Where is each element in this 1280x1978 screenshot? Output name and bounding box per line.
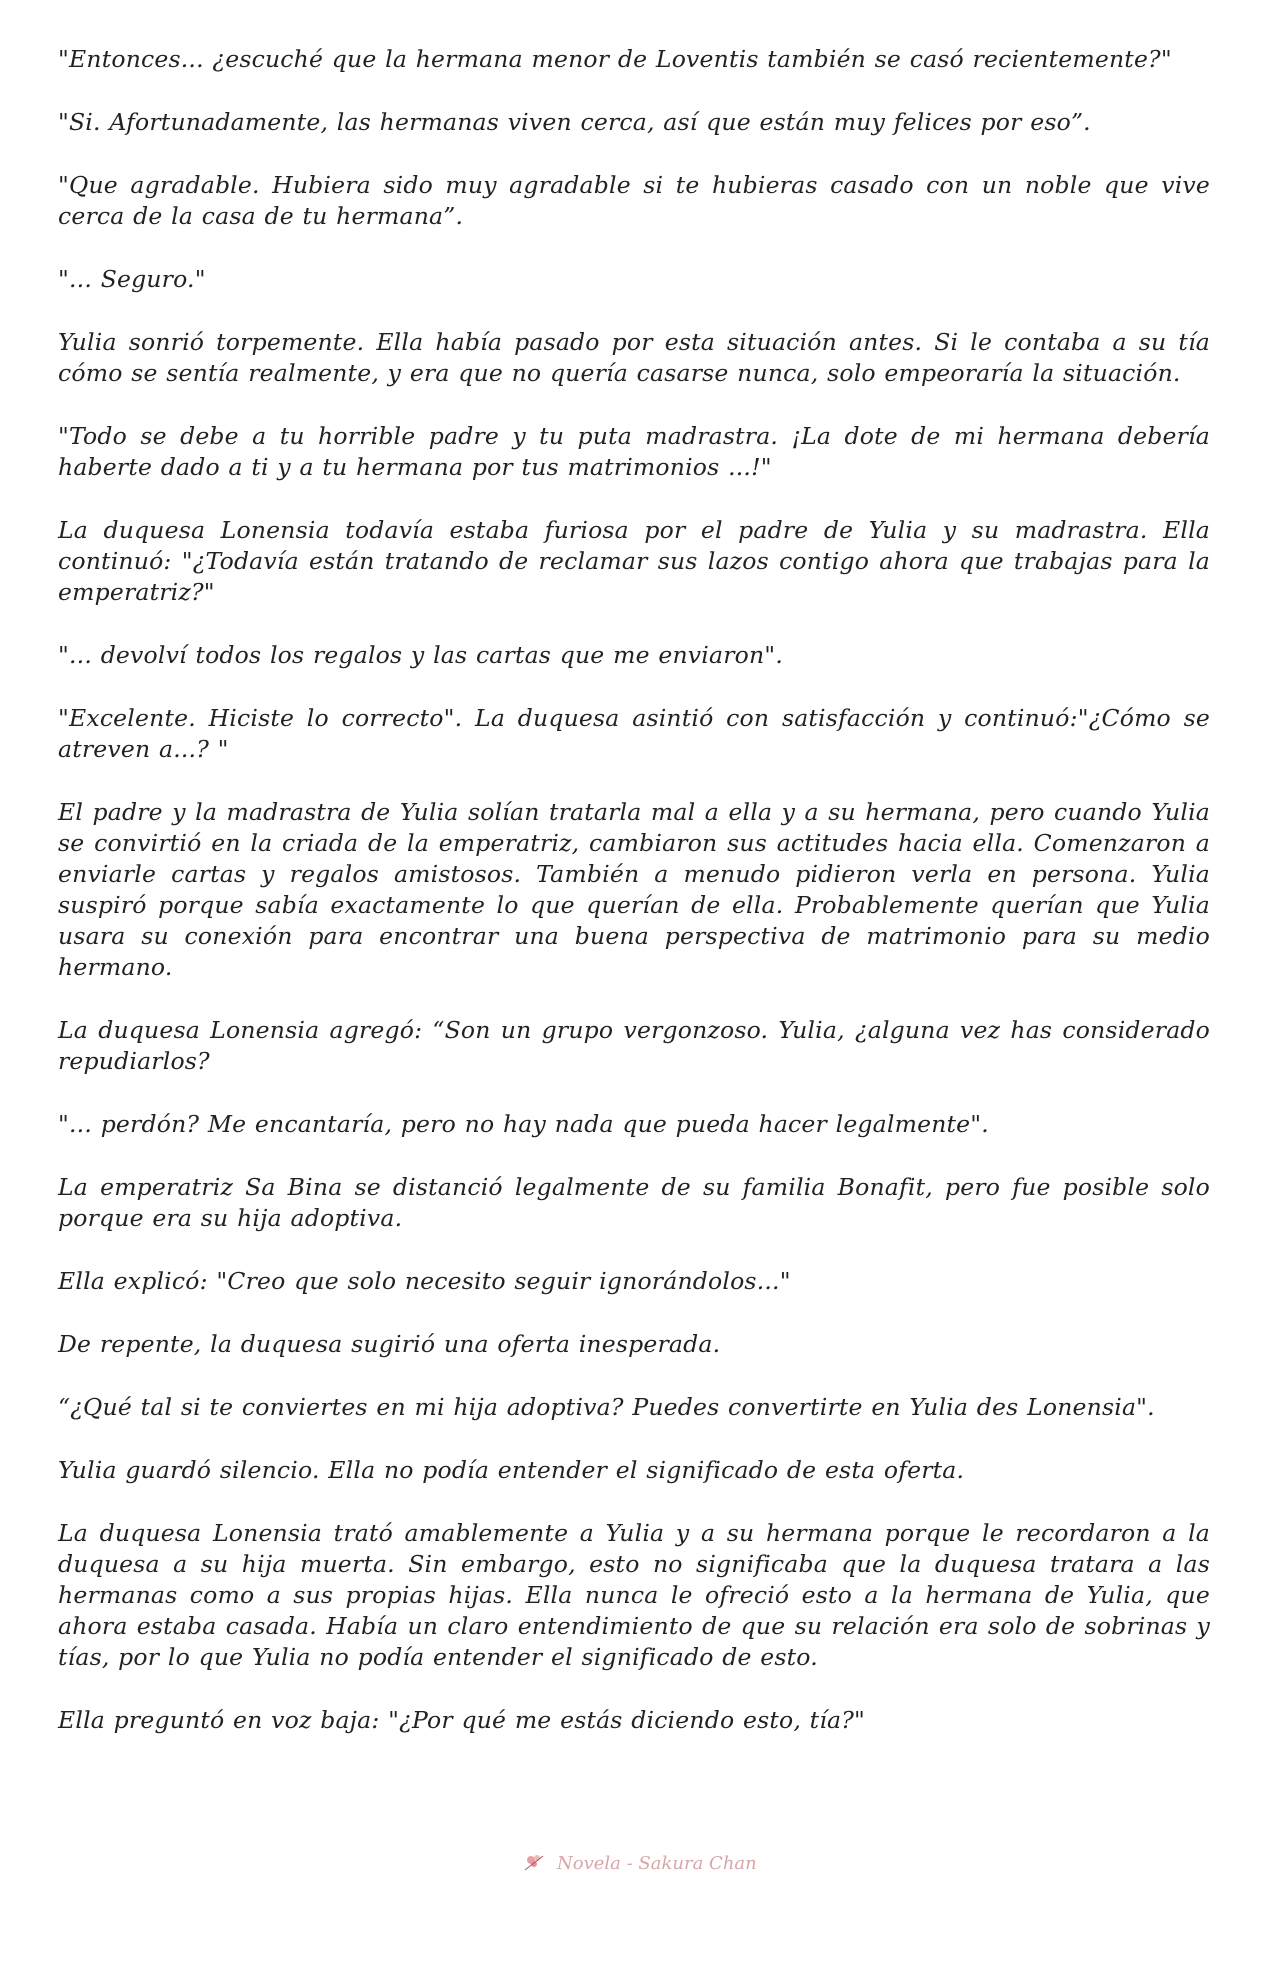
paragraph: Ella preguntó en voz baja: "¿Por qué me estás diciendo esto, tía?" (58, 1706, 866, 1734)
sakura-flower-icon (523, 1852, 545, 1872)
paragraph: La duquesa Lonensia agregó: “Son un grupo vergonzoso. Yulia, ¿alguna vez has considerado repudiarlos? (58, 1016, 1210, 1075)
paragraph: "... perdón? Me encantaría, pero no hay nada que pueda hacer legalmente". (58, 1110, 989, 1138)
paragraph: "Que agradable. Hubiera sido muy agradable si te hubieras casado con un noble que vive cerca de la casa de tu hermana”. (58, 171, 1210, 230)
paragraph: La duquesa Lonensia todavía estaba furiosa por el padre de Yulia y su madrastra. Ella continuó: "¿Todavía están tratando de reclamar sus lazos contigo ahora que trabajas para la emperatriz?" (58, 516, 1210, 606)
paragraph: Yulia sonrió torpemente. Ella había pasado por esta situación antes. Si le contaba a su tía cómo se sentía realmente, y era que no quería casarse nunca, solo empeoraría la situación. (58, 328, 1210, 387)
paragraph: "Entonces... ¿escuché que la hermana menor de Loventis también se casó recientemente?" (58, 45, 1172, 73)
watermark-footer (0, 1852, 1280, 1874)
paragraph: "Todo se debe a tu horrible padre y tu puta madrastra. ¡La dote de mi hermana debería haberte dado a ti y a tu hermana por tus matrimonios ...!" (58, 422, 1210, 481)
document-body (58, 44, 1210, 1768)
paragraph: "... Seguro." (58, 265, 206, 293)
paragraph: "... devolví todos los regalos y las cartas que me enviaron". (58, 641, 783, 669)
paragraph: La emperatriz Sa Bina se distanció legalmente de su familia Bonafit, pero fue posible solo porque era su hija adoptiva. (58, 1173, 1210, 1232)
paragraph: "Excelente. Hiciste lo correcto". La duquesa asintió con satisfacción y continuó:"¿Cómo se atreven a...? " (58, 704, 1210, 763)
paragraph: La duquesa Lonensia trató amablemente a Yulia y a su hermana porque le recordaron a la duquesa a su hija muerta. Sin embargo, esto no significaba que la duquesa tratara a las hermanas como a sus propias hijas. Ella nunca le ofreció esto a la hermana de Yulia, que ahora estaba casada. Había un claro entendimiento de que su relación era solo de sobrinas y tías, por lo que Yulia no podía entender el significado de esto. (58, 1519, 1210, 1671)
paragraph: Ella explicó: "Creo que solo necesito seguir ignorándolos..." (58, 1267, 791, 1295)
paragraph: “¿Qué tal si te conviertes en mi hija adoptiva? Puedes convertirte en Yulia des Lonensia". (58, 1393, 1155, 1421)
paragraph: Yulia guardó silencio. Ella no podía entender el significado de esta oferta. (58, 1456, 965, 1484)
paragraph: El padre y la madrastra de Yulia solían tratarla mal a ella y a su hermana, pero cuando Yulia se convirtió en la criada de la emperatriz, cambiaron sus actitudes hacia ella. Comenzaron a enviarle cartas y regalos amistosos. También a menudo pidieron verla en persona. Yulia suspiró porque sabía exactamente lo que querían de ella. Probablemente querían que Yulia usara su conexión para encontrar una buena perspectiva de matrimonio para su medio hermano. (58, 798, 1210, 981)
paragraph: De repente, la duquesa sugirió una oferta inesperada. (58, 1330, 721, 1358)
watermark-text: Novela - Sakura Chan (557, 1853, 757, 1874)
paragraph: "Si. Afortunadamente, las hermanas viven cerca, así que están muy felices por eso”. (58, 108, 1091, 136)
